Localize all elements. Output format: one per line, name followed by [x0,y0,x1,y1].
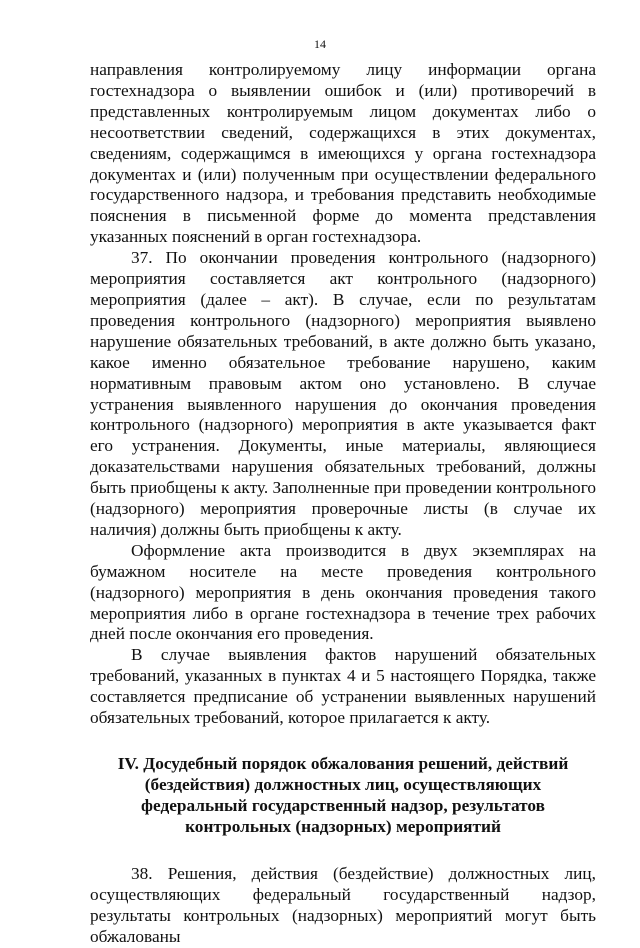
paragraph-continuation: направления контролируемому лицу информации органа гостехнадзора о выявлении ошибок и (или) противоречий в представленных контролируемым лицом документах либо о несоответствии сведений, содержащихся в этих документах, сведениям, содержащимся в имеющихся у органа гостехнадзора документах и (или) полученным при осуществлении федерального государственного надзора, и требования представить необходимые пояснения в письменной форме до момента представления указанных пояснений в орган гостехнадзора. [90,60,596,247]
paragraph-item-37: 37. По окончании проведения контрольного (надзорного) мероприятия составляется акт контрольного (надзорного) мероприятия (далее – акт). В случае, если по результатам проведения контрольного (надзорного) мероприятия выявлено нарушение обязательных требований, в акте должно быть указано, какое именно обязательное требование нарушено, каким нормативным правовым актом оно установлено. В случае устранения выявленного нарушения до окончания проведения контрольного (надзорного) мероприятия в акте указывается факт его устранения. Документы, иные материалы, являющиеся доказательствами нарушения обязательных требований, должны быть приобщены к акту. Заполненные при проведении контрольного (надзорного) мероприятия проверочные листы (в случае их наличия) должны быть приобщены к акту. [90,248,596,539]
section-heading-iv: IV. Досудебный порядок обжалования решений, действий (бездействия) должностных лиц, осуществляющих федеральный государственный надзор, результатов контрольных (надзорных) мероприятий [117,754,569,836]
document-body [90,60,596,948]
page-number: 14 [314,37,326,51]
paragraph-item-38: 38. Решения, действия (бездействие) должностных лиц, осуществляющих федеральный государственный надзор, результаты контрольных (надзорных) мероприятий могут быть обжалованы [90,864,596,946]
paragraph-act-registration: Оформление акта производится в двух экземплярах на бумажном носителе на месте проведения контрольного (надзорного) мероприятия в день окончания проведения такого мероприятия либо в органе гостехнадзора в течение трех рабочих дней после окончания его проведения. [90,540,596,644]
paragraph-order-issuance: В случае выявления фактов нарушений обязательных требований, указанных в пунктах 4 и 5 настоящего Порядка, также составляется предписание об устранении выявленных нарушений обязательных требований, которое прилагается к акту. [90,645,596,728]
